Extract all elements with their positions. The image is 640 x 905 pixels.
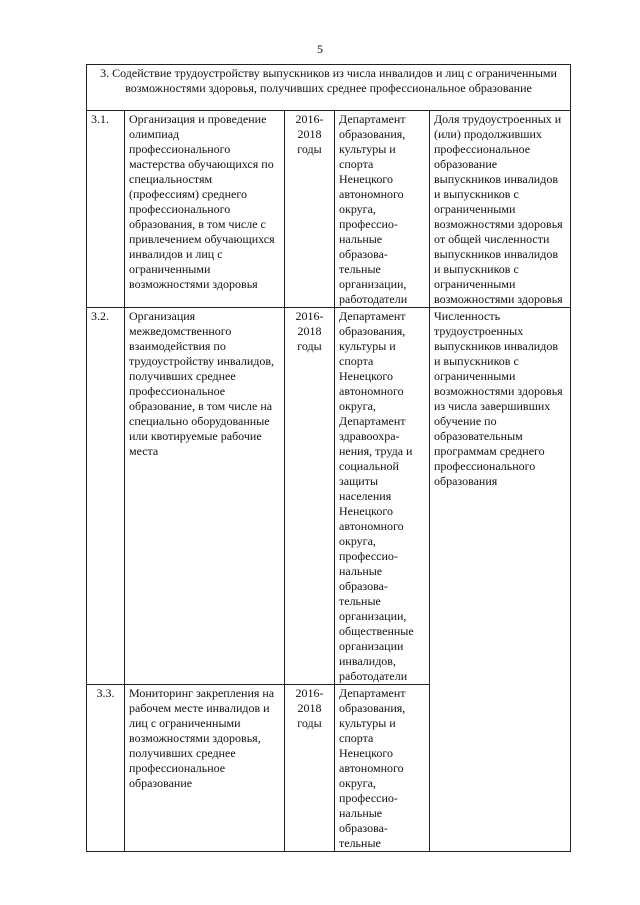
section-header-row	[87, 65, 571, 111]
executor-line: образова-	[339, 821, 388, 835]
period-line: годы	[297, 142, 322, 156]
period-line: годы	[297, 716, 322, 730]
executor-line: профессио-	[339, 791, 398, 805]
activity-cell: Мониторинг закрепления на рабочем месте инвалидов и лиц с ограниченными возможностями здоровья, получивших среднее профессиональное образование	[125, 685, 285, 852]
period-line: 2018	[297, 324, 322, 338]
executor-line: Департамент образования, культуры и спорта Ненецкого автономного округа,	[339, 686, 406, 790]
period-line: 2018	[297, 701, 322, 715]
executor-line: образова-	[339, 579, 388, 593]
period-line: годы	[297, 339, 322, 353]
row-number: 3.3.	[87, 685, 125, 852]
page-number: 5	[317, 42, 323, 56]
executor-line: Департамент образования, культуры и спорта Ненецкого автономного округа,	[339, 112, 406, 216]
activity-cell: Организация и проведение олимпиад профессионального мастерства обучающихся по специальностям (профессиям) среднего профессионального образования, в том числе с привлечением обучающихся инвалидов и лиц с ограниченными возможностями здоровья	[125, 111, 285, 308]
period-line: 2016-	[295, 686, 324, 700]
executor-line: образова-	[339, 247, 388, 261]
section-title: 3. Содействие трудоустройству выпускников из числа инвалидов и лиц с ограниченными возможностями здоровья, получивших среднее профессиональное образование	[87, 65, 571, 111]
executor-line: организации, общественные организации инвалидов, работодатели	[339, 609, 414, 683]
executor-line: профессио-	[339, 549, 398, 563]
activity-cell: Организация межведомственного взаимодействия по трудоустройству инвалидов, получивших среднее профессиональное образование, в том числе на специально оборудованные или квотируемые рабочие места	[125, 308, 285, 685]
executor-line: Департамент образования, культуры и спорта Ненецкого автономного округа,	[339, 309, 406, 413]
executor-line: нальные	[339, 232, 383, 246]
table-row	[87, 111, 571, 308]
indicator-cell: Численность трудоустроенных выпускников инвалидов и выпускников с ограниченными возможностями здоровья из числа завершивших обучение по образовательным программам среднего профессионального образования	[430, 308, 571, 852]
executors-cell	[335, 685, 430, 852]
executor-line: Департамент здравоохра-	[339, 414, 406, 443]
row-number: 3.2.	[87, 308, 125, 685]
executor-line: нальные	[339, 564, 383, 578]
period-cell	[285, 308, 335, 685]
executor-line: тельные	[339, 594, 381, 608]
executors-cell	[335, 308, 430, 685]
executor-line: тельные	[339, 836, 381, 850]
executors-cell	[335, 111, 430, 308]
executor-line: нальные	[339, 806, 383, 820]
period-cell	[285, 111, 335, 308]
measures-table	[86, 64, 571, 852]
period-line: 2016-	[295, 112, 324, 126]
executor-line: тельные	[339, 262, 381, 276]
period-line: 2018	[297, 127, 322, 141]
indicator-cell: Доля трудоустроенных и (или) продолживших профессиональное образование выпускников инвалидов и выпускников с ограниченными возможностями здоровья от общей численности выпускников инвалидов и выпускников с ограниченными возможностями здоровья	[430, 111, 571, 308]
table-row	[87, 308, 571, 685]
period-cell	[285, 685, 335, 852]
executor-line: организации, работодатели	[339, 277, 408, 306]
executor-line: профессио-	[339, 217, 398, 231]
period-line: 2016-	[295, 309, 324, 323]
row-number: 3.1.	[87, 111, 125, 308]
executor-line: нения, труда и социальной защиты населения Ненецкого автономного округа,	[339, 444, 413, 548]
